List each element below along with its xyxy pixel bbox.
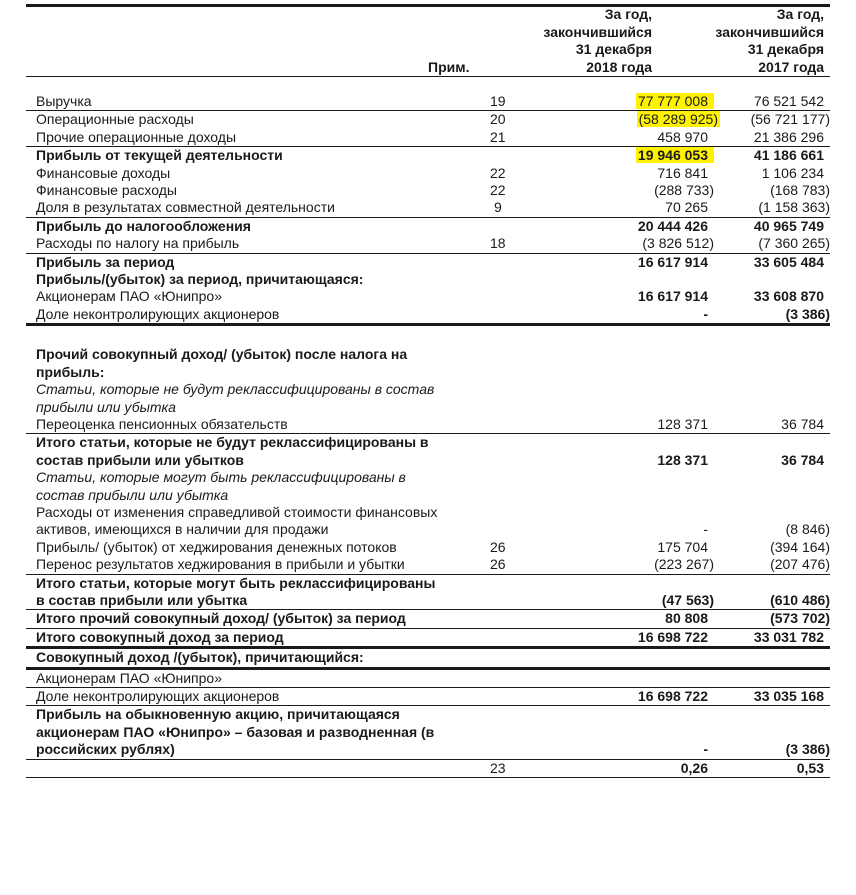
table-row (26, 346, 830, 381)
row-note (476, 147, 564, 165)
value-2017: 36 784 (781, 415, 824, 432)
value-2018: - (703, 521, 708, 538)
row-note (476, 610, 564, 628)
table-row (26, 539, 830, 556)
row-note: 22 (490, 164, 506, 181)
table-row (26, 610, 830, 628)
row-note (476, 346, 564, 381)
row-label: Итого статьи, которые не будут реклассифицированы в состав прибыли или убытков (26, 434, 476, 469)
value-2018: 16 617 914 (637, 288, 708, 305)
value-2017 (714, 648, 830, 668)
value-2017: 41 186 661 (714, 147, 830, 165)
table-row (26, 416, 830, 434)
spacer (26, 325, 830, 347)
value-2017: 76 521 542 (753, 93, 824, 109)
row-label (26, 759, 476, 777)
row-label: Расходы по налогу на прибыль (36, 235, 240, 252)
row-label: Расходы от изменения справедливой стоимости финансовых активов, имеющихся в наличии для продажи (36, 503, 438, 538)
value-2018: 19 946 053 (636, 147, 714, 163)
table-row (26, 469, 830, 504)
value-2017: (168 783) (770, 182, 830, 199)
value-2018 (708, 487, 714, 503)
row-label: Прибыль/(убыток) за период, причитающаяся: (36, 271, 364, 288)
table-row (26, 688, 830, 706)
table-row (26, 288, 830, 305)
header-line: 31 декабря (747, 41, 824, 57)
row-note (476, 253, 564, 271)
row-label: Финансовые доходы (36, 164, 171, 181)
top-rule (26, 4, 830, 7)
table-row (26, 381, 830, 416)
row-label: Доле неконтролирующих акционеров (26, 688, 476, 706)
row-label: Выручка (36, 93, 92, 109)
row-note (476, 306, 564, 325)
header-line: 31 декабря (575, 41, 652, 57)
value-2018 (708, 399, 714, 415)
table-row (26, 182, 830, 199)
header-line: 2017 года (758, 58, 824, 75)
value-2018 (708, 649, 714, 665)
value-2017: 21 386 296 (753, 128, 824, 145)
table-row (26, 628, 830, 647)
value-2018: 128 371 (657, 415, 708, 432)
value-2018: 128 371 (657, 451, 708, 468)
header-line: закончившийся (715, 23, 824, 40)
value-2017: 36 784 (714, 434, 830, 469)
value-2017: (3 386) (785, 741, 830, 758)
row-note: 23 (476, 759, 564, 777)
table-row (26, 306, 830, 325)
table-row (26, 165, 830, 182)
value-2018: (47 563) (661, 591, 714, 608)
row-note: 26 (490, 538, 506, 555)
statement-table (26, 93, 830, 778)
value-2017: (7 360 265) (758, 235, 830, 252)
row-label: Акционерам ПАО «Юнипро» (36, 288, 222, 305)
row-note (476, 217, 564, 235)
value-2018: (223 267) (654, 556, 714, 573)
row-note (476, 688, 564, 706)
value-2018: 16 617 914 (637, 253, 708, 270)
value-2018: 80 808 (665, 610, 708, 627)
row-note: 9 (494, 199, 502, 216)
row-note (476, 574, 564, 610)
row-label: Доля в результатах совместной деятельности (36, 199, 335, 216)
value-2017: (610 486) (714, 574, 830, 610)
note-column-header: Прим. (428, 59, 470, 75)
header-line: За год, (604, 6, 652, 22)
value-2017: 1 106 234 (761, 164, 824, 181)
value-2018: (58 289 925) (638, 111, 718, 128)
value-2018: 175 704 (657, 538, 708, 555)
row-note: 21 (490, 128, 506, 145)
table-row (26, 235, 830, 253)
table-row (26, 199, 830, 217)
value-2017: (573 702) (714, 610, 830, 628)
value-2018 (708, 364, 714, 380)
row-label: Прибыль за период (26, 253, 476, 271)
column-header-2017 (715, 6, 824, 76)
value-2018 (708, 670, 714, 686)
value-2018: 70 265 (665, 199, 708, 216)
value-2017: 40 965 749 (714, 217, 830, 235)
table-row (26, 434, 830, 469)
value-2017: 0,53 (714, 759, 830, 777)
row-note (476, 469, 564, 504)
row-note: 22 (490, 182, 506, 199)
value-2018: 716 841 (657, 164, 708, 181)
value-2017: 33 031 782 (714, 628, 830, 647)
row-label: Акционерам ПАО «Юнипро» (36, 669, 222, 686)
value-2017 (714, 346, 830, 381)
value-2017: (207 476) (770, 556, 830, 573)
row-label: Операционные расходы (26, 111, 476, 129)
row-note (476, 271, 564, 288)
value-2017 (714, 469, 830, 504)
row-label: Перенос результатов хеджирования в прибыли и убытки (36, 556, 405, 573)
row-label: Прибыль на обыкновенную акцию, причитающаяся акционерам ПАО «Юнипро» – базовая и разводненная (в российских рублях) (36, 706, 435, 758)
value-2018: 16 698 722 (637, 628, 708, 645)
value-2017: 33 605 484 (714, 253, 830, 271)
value-2017: (8 846) (785, 521, 830, 538)
row-note (476, 381, 564, 416)
row-label: Статьи, которые могут быть реклассифицированы в состав прибыли или убытка (36, 469, 406, 503)
table-row (26, 556, 830, 574)
table-row (26, 93, 830, 111)
row-label: Переоценка пенсионных обязательств (36, 415, 288, 432)
value-2018: 16 698 722 (637, 688, 708, 704)
row-note (476, 628, 564, 647)
table-row (26, 147, 830, 165)
table-row (26, 271, 830, 288)
value-2017 (714, 381, 830, 416)
value-2017: (1 158 363) (758, 199, 830, 216)
row-label: Прибыль/ (убыток) от хеджирования денежных потоков (36, 538, 397, 555)
value-2017 (714, 668, 830, 687)
row-label: Статьи, которые не будут реклассифицированы в состав прибыли или убытка (36, 381, 435, 415)
value-2018: 77 777 008 (636, 93, 714, 109)
value-2018: 458 970 (657, 128, 708, 145)
spacer-row (26, 325, 830, 347)
row-note (476, 648, 564, 668)
row-note: 26 (490, 556, 506, 573)
row-label: Итого статьи, которые могут быть реклассифицированы в состав прибыли или убытка (26, 574, 476, 610)
row-note: 18 (490, 235, 506, 252)
row-note: 20 (476, 111, 564, 129)
row-note (476, 434, 564, 469)
header-line: закончившийся (543, 23, 652, 40)
row-label: Прочие операционные доходы (36, 128, 237, 145)
value-2018: 20 444 426 (637, 217, 708, 234)
row-note (476, 706, 564, 759)
row-label: Совокупный доход /(убыток), причитающийся: (26, 648, 476, 668)
value-2017: (3 386) (714, 306, 830, 325)
table-row (26, 504, 830, 539)
row-note (476, 416, 564, 434)
row-label: Итого прочий совокупный доход/ (убыток) за период (26, 610, 476, 628)
row-note (476, 504, 564, 539)
row-note (476, 668, 564, 687)
table-row (26, 759, 830, 777)
value-2017: 33 608 870 (753, 288, 824, 305)
row-label: Итого совокупный доход за период (26, 628, 476, 647)
value-2018: (288 733) (654, 182, 714, 199)
header-line: 2018 года (586, 58, 652, 75)
table-row (26, 129, 830, 147)
row-label: Прибыль до налогообложения (26, 217, 476, 235)
value-2017: (394 164) (770, 538, 830, 555)
row-label: Прочий совокупный доход/ (убыток) после налога на прибыль: (36, 346, 408, 380)
header-rule (26, 76, 830, 77)
table-row (26, 217, 830, 235)
table-row (26, 668, 830, 687)
header-line: За год, (776, 6, 824, 22)
row-label: Финансовые расходы (36, 182, 177, 199)
value-2018: 0,26 (680, 759, 708, 776)
value-2018: (3 826 512) (642, 235, 714, 252)
value-2017 (714, 271, 830, 288)
row-note: 19 (490, 93, 506, 109)
value-2018 (708, 271, 714, 287)
table-row (26, 574, 830, 610)
value-2017: 33 035 168 (714, 688, 830, 706)
row-label: Доле неконтролирующих акционеров (26, 306, 476, 325)
value-2017: (56 721 177) (714, 111, 830, 129)
row-note (476, 288, 564, 305)
table-header (26, 8, 830, 76)
table-row (26, 253, 830, 271)
table-row (26, 648, 830, 668)
row-label: Прибыль от текущей деятельности (26, 147, 476, 165)
column-header-2018 (543, 6, 652, 76)
value-2018: - (703, 305, 708, 322)
value-2018: - (703, 741, 708, 758)
table-row (26, 111, 830, 129)
table-row (26, 706, 830, 759)
